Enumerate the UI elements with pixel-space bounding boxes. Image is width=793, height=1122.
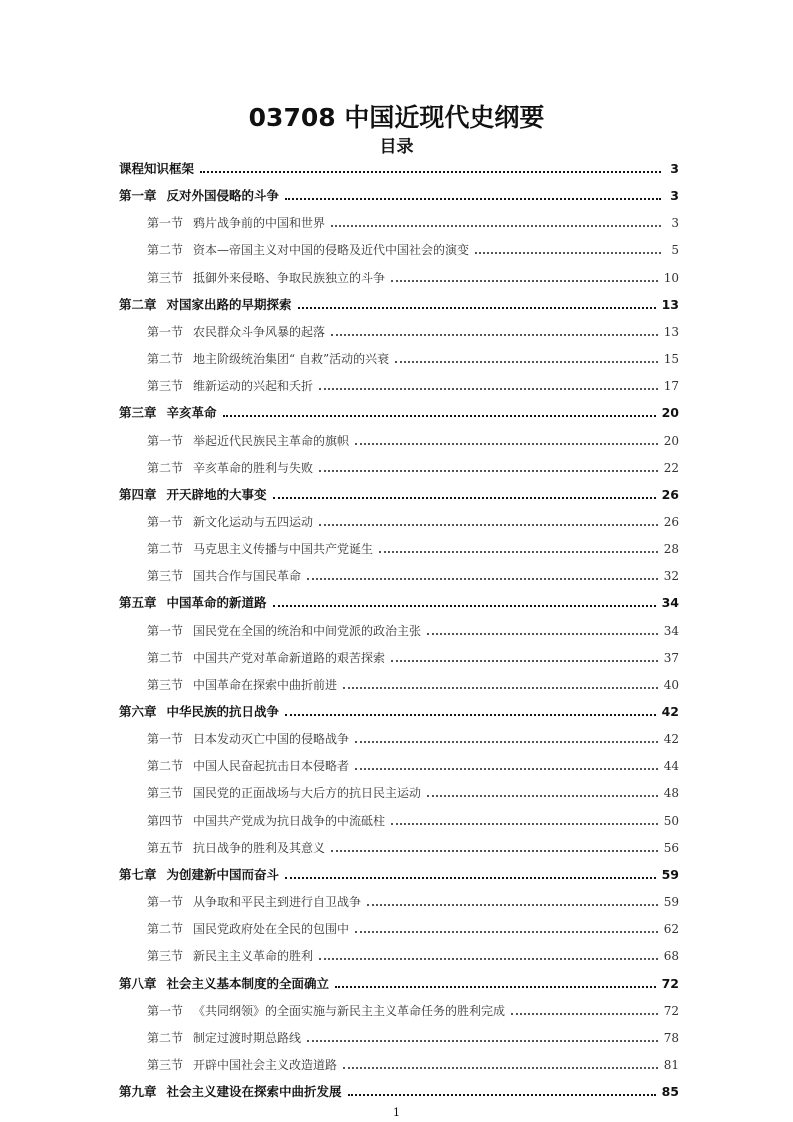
dot-leader — [475, 252, 661, 254]
toc-entry-label — [147, 677, 337, 693]
toc-entry-label — [119, 405, 217, 421]
toc-section-entry[interactable] — [147, 754, 679, 774]
toc-section-entry[interactable] — [147, 836, 679, 856]
toc-entry-number: 第二节 — [147, 759, 184, 774]
toc-entry-title: 新文化运动与五四运动 — [193, 514, 314, 529]
toc-entry-title: 辛亥革命的胜利与失败 — [193, 460, 314, 475]
toc-entry-title: 制定过渡时期总路线 — [193, 1030, 302, 1045]
toc-entry-title: 鸦片战争前的中国和世界 — [193, 216, 326, 231]
toc-section-entry[interactable] — [147, 266, 679, 286]
toc-entry-title: 开天辟地的大事变 — [166, 486, 267, 502]
toc-entry-label — [147, 731, 349, 747]
dot-leader — [273, 497, 656, 499]
toc-section-entry[interactable] — [147, 727, 679, 747]
toc-section-entry[interactable] — [147, 1053, 679, 1073]
toc-entry-page: 15 — [663, 352, 679, 366]
dot-leader — [319, 470, 658, 472]
toc-entry-label — [147, 921, 349, 937]
toc-entry-page: 5 — [671, 243, 679, 258]
toc-entry-page: 26 — [663, 514, 679, 529]
toc-entry-number: 第二节 — [147, 243, 184, 258]
toc-entry-number: 第六章 — [119, 704, 157, 719]
dot-leader — [355, 741, 658, 743]
dot-leader — [331, 225, 661, 227]
toc-entry-page: 42 — [661, 704, 679, 719]
dot-leader — [355, 443, 658, 445]
toc-entry-title: 新民主主义革命的胜利 — [193, 949, 314, 964]
dot-leader — [391, 280, 658, 282]
toc-section-entry[interactable] — [147, 320, 679, 340]
dot-leader — [335, 986, 656, 988]
dot-leader — [391, 823, 658, 825]
toc-entry-label — [119, 595, 267, 611]
toc-entry-title: 国民党在全国的统治和中间党派的政治主张 — [193, 623, 422, 638]
toc-entry-title: 中华民族的抗日战争 — [166, 704, 280, 719]
toc-section-entry[interactable] — [147, 564, 679, 584]
toc-entry-page: 78 — [663, 1030, 679, 1045]
toc-entry-number: 第二节 — [147, 650, 184, 665]
toc-section-entry[interactable] — [147, 238, 679, 258]
toc-entry-number: 第三节 — [147, 786, 184, 801]
toc-entry-label — [147, 460, 313, 476]
toc-entry-page: 48 — [663, 786, 679, 801]
toc-entry-page: 50 — [663, 813, 679, 828]
dot-leader — [200, 171, 661, 173]
toc-entry-page: 28 — [663, 542, 679, 557]
toc-entry-number: 第三节 — [147, 949, 184, 964]
toc-entry-number: 第一节 — [147, 895, 184, 909]
toc-section-entry[interactable] — [147, 809, 679, 829]
toc-entry-number: 第一节 — [147, 514, 184, 529]
dot-leader — [319, 524, 658, 526]
toc-chapter-entry[interactable] — [119, 483, 679, 503]
toc-entry-number: 第三节 — [147, 270, 184, 285]
toc-entry-number: 第三节 — [147, 1057, 184, 1072]
toc-section-entry[interactable] — [147, 211, 679, 231]
toc-entry-title: 农民群众斗争风暴的起落 — [193, 324, 326, 339]
toc-entry-page: 3 — [671, 216, 679, 231]
toc-entry-title: 抗日战争的胜利及其意义 — [193, 840, 326, 855]
toc-entry-page: 42 — [663, 732, 679, 747]
toc-entry-number: 第三节 — [147, 379, 184, 394]
toc-entry-label — [147, 541, 373, 557]
toc-entry-title: 资本—帝国主义对中国的侵略及近代中国社会的演变 — [193, 243, 470, 258]
toc-entry-title: 为创建新中国而奋斗 — [166, 866, 280, 882]
toc-entry-number: 第一章 — [119, 188, 157, 204]
toc-entry-number: 第八章 — [119, 975, 157, 991]
toc-entry-number: 第二章 — [119, 296, 157, 312]
toc-entry-page: 34 — [663, 623, 679, 638]
toc-chapter-entry[interactable] — [119, 700, 679, 720]
toc-entry-number: 第一节 — [147, 1003, 184, 1018]
dot-leader — [285, 877, 656, 879]
dot-leader — [427, 795, 658, 797]
toc-entry-number: 第五章 — [119, 595, 157, 611]
toc-entry-title: 维新运动的兴起和夭折 — [193, 379, 314, 394]
toc-heading: 目录 — [379, 137, 414, 157]
toc-entry-number: 第九章 — [119, 1084, 157, 1100]
toc-entry-title: 国民党政府处在全民的包围中 — [193, 922, 350, 937]
toc-entry-title: 马克思主义传播与中国共产党诞生 — [193, 542, 374, 557]
page-number: 1 — [393, 1106, 400, 1119]
toc-entry-label — [147, 650, 385, 666]
toc-entry-page: 10 — [663, 270, 679, 285]
toc-entry-page: 72 — [661, 975, 679, 991]
dot-leader — [391, 660, 658, 662]
dot-leader — [285, 714, 656, 716]
toc-entry-number: 第七章 — [119, 866, 157, 882]
toc-entry-page: 44 — [663, 759, 679, 774]
toc-entry-number: 第一节 — [147, 732, 184, 747]
toc-entry-number: 第一节 — [147, 623, 184, 638]
toc-entry-title: 从争取和平民主到进行自卫战争 — [193, 895, 362, 909]
toc-entry-number: 第二节 — [147, 1030, 184, 1045]
toc-entry-title: 中国共产党对革命新道路的艰苦探索 — [193, 650, 386, 665]
toc-entry-label — [147, 758, 349, 774]
dot-leader — [298, 307, 656, 309]
toc-entry-page: 59 — [663, 895, 679, 909]
dot-leader — [343, 687, 658, 689]
toc-entry-label — [147, 948, 313, 964]
toc-entry-title: 国共合作与国民革命 — [193, 569, 302, 584]
dot-leader — [285, 198, 661, 200]
toc-entry-page: 26 — [661, 486, 679, 502]
toc-entry-number: 第一节 — [147, 216, 184, 231]
toc-section-entry[interactable] — [147, 890, 679, 910]
toc-entry-title: 中国革命在探索中曲折前进 — [193, 677, 338, 692]
toc-entry-label — [119, 297, 292, 313]
toc-section-entry[interactable] — [147, 510, 679, 530]
toc-chapter-entry[interactable] — [119, 157, 679, 177]
toc-entry-number: 第三章 — [119, 405, 157, 421]
dot-leader — [511, 1013, 658, 1015]
toc-section-entry[interactable] — [147, 781, 679, 801]
toc-entry-label — [147, 813, 385, 829]
dot-leader — [343, 1067, 658, 1069]
toc-entry-label — [147, 1057, 337, 1073]
toc-entry-label — [147, 1030, 301, 1046]
toc-entry-page: 13 — [663, 324, 679, 339]
toc-entry-page: 85 — [661, 1084, 679, 1100]
toc-entry-title: 中国共产党成为抗日战争的中流砥柱 — [193, 813, 386, 828]
toc-chapter-entry[interactable] — [119, 591, 679, 611]
toc-entry-page: 40 — [663, 677, 679, 692]
toc-entry-page: 59 — [661, 866, 679, 882]
toc-entry-title: 对国家出路的早期探索 — [166, 296, 292, 312]
toc-entry-title: 国民党的正面战场与大后方的抗日民主运动 — [193, 786, 422, 801]
toc-section-entry[interactable] — [147, 374, 679, 394]
dot-leader — [367, 904, 658, 906]
toc-section-entry[interactable] — [147, 1026, 679, 1046]
toc-entry-label — [119, 487, 267, 503]
toc-entry-title: 《共同纲领》的全面实施与新民主主义革命任务的胜利完成 — [193, 1003, 506, 1018]
toc-entry-label — [119, 188, 279, 204]
toc-chapter-entry[interactable] — [119, 863, 679, 883]
toc-entry-page: 62 — [663, 922, 679, 937]
toc-entry-label — [119, 976, 329, 992]
toc-entry-number: 第一节 — [147, 433, 184, 448]
toc-entry-label — [147, 785, 421, 801]
toc-entry-label — [147, 894, 361, 910]
toc-chapter-entry[interactable] — [119, 401, 679, 421]
toc-entry-number: 第五节 — [147, 840, 184, 855]
toc-entry-page: 3 — [670, 161, 679, 176]
toc-entry-title: 举起近代民族民主革命的旗帜 — [193, 433, 350, 448]
toc-entry-label — [147, 623, 421, 639]
toc-section-entry[interactable] — [147, 537, 679, 557]
toc-entry-label — [147, 215, 325, 231]
dot-leader — [319, 958, 658, 960]
toc-entry-number: 第一节 — [147, 324, 184, 339]
dot-leader — [395, 361, 658, 363]
toc-entry-title: 日本发动灭亡中国的侵略战争 — [193, 732, 350, 747]
dot-leader — [307, 1040, 658, 1042]
toc-section-entry[interactable] — [147, 619, 679, 639]
toc-entry-number: 第二节 — [147, 542, 184, 557]
toc-entry-title: 中国人民奋起抗击日本侵略者 — [193, 759, 350, 774]
toc-section-entry[interactable] — [147, 646, 679, 666]
toc-entry-number: 第四章 — [119, 486, 157, 502]
toc-entry-page: 68 — [663, 949, 679, 964]
toc-entry-title: 地主阶级统治集团“ 自救”活动的兴衰 — [193, 352, 390, 366]
toc-entry-page: 17 — [663, 379, 679, 394]
toc-entry-number: 第二节 — [147, 922, 184, 937]
toc-entry-title: 社会主义基本制度的全面确立 — [166, 975, 330, 991]
toc-entry-number: 第四节 — [147, 813, 184, 828]
toc-section-entry[interactable] — [147, 673, 679, 693]
toc-entry-label — [147, 242, 469, 258]
toc-chapter-entry[interactable] — [119, 1080, 679, 1100]
toc-entry-label — [147, 351, 389, 367]
toc-entry-page: 3 — [670, 188, 679, 204]
toc-chapter-entry[interactable] — [119, 184, 679, 204]
toc-entry-page: 20 — [661, 405, 679, 421]
toc-section-entry[interactable] — [147, 456, 679, 476]
toc-section-entry[interactable] — [147, 944, 679, 964]
toc-entry-page: 81 — [663, 1057, 679, 1072]
toc-chapter-entry[interactable] — [119, 293, 679, 313]
toc-entry-page: 37 — [663, 650, 679, 665]
toc-entry-number: 第三节 — [147, 677, 184, 692]
toc-section-entry[interactable] — [147, 999, 679, 1019]
toc-entry-label — [147, 1003, 505, 1019]
toc-entry-title: 辛亥革命 — [166, 405, 217, 421]
dot-leader — [331, 850, 658, 852]
toc-entry-label — [147, 514, 313, 530]
toc-entry-page: 56 — [663, 840, 679, 855]
dot-leader — [379, 551, 658, 553]
document-title: 03708 中国近现代史纲要 — [248, 103, 545, 132]
toc-chapter-entry[interactable] — [119, 972, 679, 992]
toc-entry-page: 34 — [661, 595, 679, 611]
toc-entry-label — [147, 433, 349, 449]
toc-entry-label — [147, 568, 301, 584]
toc-entry-page: 20 — [663, 433, 679, 448]
toc-entry-label — [119, 867, 279, 883]
toc-entry-page: 72 — [663, 1003, 679, 1018]
toc-section-entry[interactable] — [147, 917, 679, 937]
toc-entry-title: 反对外国侵略的斗争 — [166, 188, 280, 204]
toc-section-entry[interactable] — [147, 429, 679, 449]
toc-entry-title: 课程知识框架 — [119, 161, 195, 176]
toc-entry-label — [119, 704, 279, 720]
toc-entry-title: 抵御外来侵略、争取民族独立的斗争 — [193, 270, 386, 285]
toc-entry-label — [119, 1084, 342, 1100]
toc-entry-label — [147, 324, 325, 340]
toc-entry-page: 32 — [663, 569, 679, 584]
toc-entry-number: 第二节 — [147, 460, 184, 475]
toc-entry-title: 社会主义建设在探索中曲折发展 — [166, 1084, 342, 1100]
toc-entry-title: 中国革命的新道路 — [166, 595, 267, 611]
toc-entry-label — [147, 270, 385, 286]
dot-leader — [348, 1094, 656, 1096]
dot-leader — [427, 633, 658, 635]
toc-entry-title: 开辟中国社会主义改造道路 — [193, 1057, 338, 1072]
dot-leader — [307, 578, 658, 580]
dot-leader — [273, 605, 656, 607]
toc-entry-number: 第二节 — [147, 352, 184, 366]
toc-entry-label — [119, 161, 194, 177]
toc-section-entry[interactable] — [147, 347, 679, 367]
dot-leader — [331, 334, 658, 336]
dot-leader — [355, 931, 658, 933]
toc-entry-page: 22 — [663, 460, 679, 475]
dot-leader — [223, 415, 656, 417]
toc-entry-label — [147, 378, 313, 394]
dot-leader — [355, 768, 658, 770]
toc-entry-number: 第三节 — [147, 569, 184, 584]
toc-entry-label — [147, 840, 325, 856]
dot-leader — [319, 388, 658, 390]
toc-entry-page: 13 — [661, 296, 679, 312]
